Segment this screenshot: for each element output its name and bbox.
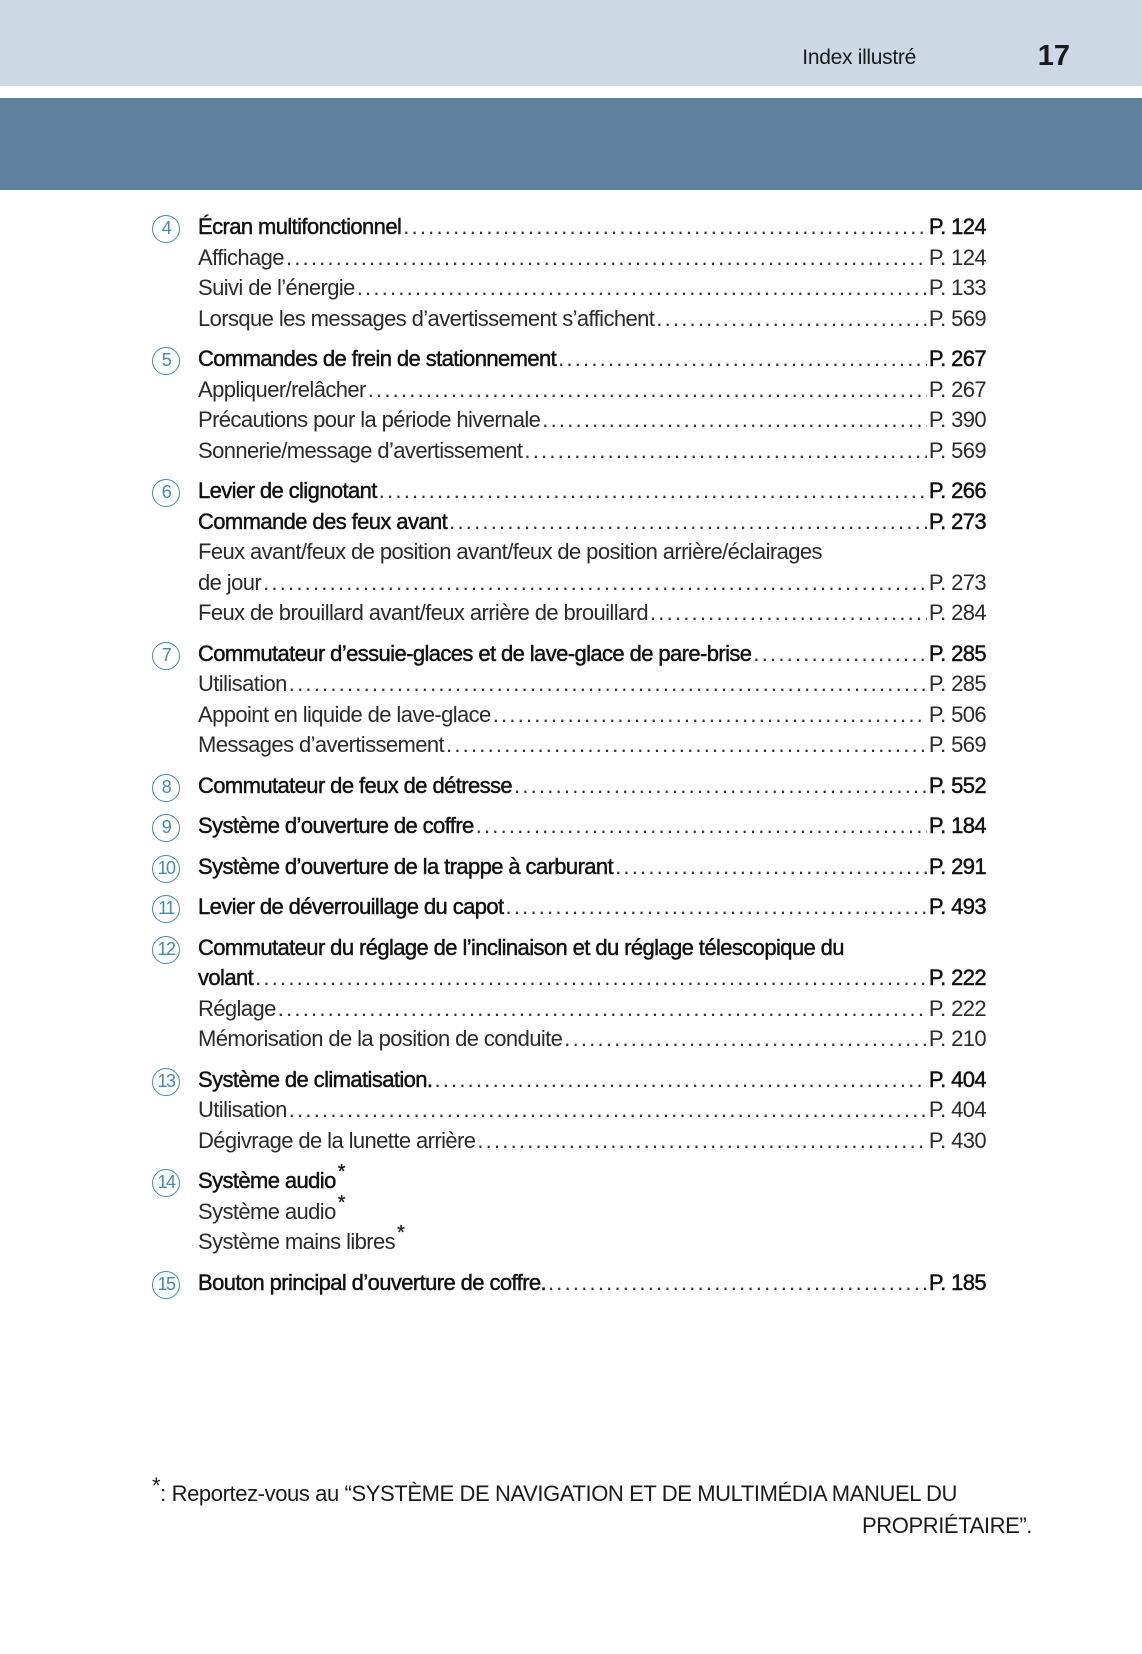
entry-label: Système audio: [198, 1168, 336, 1193]
entry-label: Système d’ouverture de coffre: [198, 813, 474, 838]
entry-subitem[interactable]: [152, 243, 986, 274]
entry-label: Commutateur du réglage de l’inclinaison et du réglage télescopique du: [198, 934, 844, 960]
entry-label: Système audio: [198, 1198, 336, 1224]
entry-label: Levier de clignotant: [198, 478, 377, 503]
page-number: 17: [1037, 40, 1070, 72]
entry-heading[interactable]: [152, 212, 986, 243]
entry-label: Système d’ouverture de la trappe à carburant: [198, 853, 614, 879]
entry-label: Commandes de frein de stationnement: [198, 346, 557, 371]
entry-label: Appoint en liquide de lave-glace: [198, 701, 491, 727]
entry-label: Bouton principal d’ouverture de coffre.: [198, 1269, 546, 1295]
dot-leader: [476, 811, 927, 842]
entry-label: Appliquer/relâcher: [198, 376, 366, 402]
entry-label: de jour: [198, 569, 262, 595]
entry-label: Précautions pour la période hivernale: [198, 407, 541, 432]
entry-subitem[interactable]: [152, 598, 986, 629]
index-entry: [152, 639, 986, 761]
entry-label: Sonnerie/message d’avertissement: [198, 437, 523, 463]
index-entry: [152, 933, 986, 1055]
circled-number-icon: 13: [152, 1068, 180, 1096]
entry-label: Utilisation: [198, 671, 287, 696]
entry-heading[interactable]: [152, 344, 986, 375]
circled-number-icon: 15: [152, 1271, 180, 1299]
index-entry: [152, 892, 986, 923]
entry-heading[interactable]: [152, 852, 986, 883]
dot-leader: [753, 639, 926, 670]
entry-heading[interactable]: [152, 1268, 986, 1299]
entry-heading[interactable]: [152, 476, 986, 507]
header-band-light: [0, 0, 1142, 86]
entry-label: Feux de brouillard avant/feux arrière de brouillard: [198, 600, 648, 625]
dot-leader: [615, 852, 927, 883]
entry-subitem[interactable]: [152, 700, 986, 731]
entry-label: Commutateur de feux de détresse: [198, 772, 513, 798]
page-reference-link[interactable]: P. 222: [928, 965, 986, 990]
footnote-line-1: *: Reportez-vous au “SYSTÈME DE NAVIGATION ET DE MULTIMÉDIA MANUEL DU: [152, 1473, 957, 1506]
circled-number-icon: 11: [152, 895, 180, 923]
page-reference-link[interactable]: P. 273: [928, 569, 986, 595]
page-reference-link[interactable]: P. 267: [928, 346, 986, 371]
entry-label: Feux avant/feux de position avant/feux de position arrière/éclairages: [198, 539, 822, 564]
page-reference-link[interactable]: P. 569: [928, 437, 986, 463]
entry-subitem[interactable]: [152, 669, 986, 700]
page-reference-link[interactable]: P. 404: [928, 1066, 986, 1092]
page-reference-link[interactable]: P. 404: [928, 1097, 986, 1122]
entry-label: Réglage: [198, 995, 276, 1021]
page-reference-link[interactable]: P. 285: [928, 640, 986, 666]
page-reference-link[interactable]: P. 552: [928, 772, 986, 798]
page-reference-link[interactable]: P. 222: [928, 995, 986, 1021]
circled-number-icon: 5: [152, 347, 180, 375]
entry-subitem: [152, 1222, 986, 1258]
dot-leader: [263, 568, 927, 599]
circled-number-icon: 6: [152, 479, 180, 507]
circled-number-icon: 12: [152, 936, 180, 964]
entry-subitem[interactable]: [152, 304, 986, 335]
entry-label: Suivi de l’énergie: [198, 275, 355, 300]
page-reference-link[interactable]: P. 133: [928, 275, 986, 300]
entry-subitem[interactable]: [152, 273, 986, 304]
dot-leader: [403, 212, 927, 243]
page-reference-link[interactable]: P. 273: [928, 508, 986, 534]
header-band-dark: [0, 98, 1142, 190]
entry-label: Dégivrage de la lunette arrière: [198, 1127, 476, 1153]
entry-subitem[interactable]: [152, 405, 986, 436]
index-entry: [152, 344, 986, 466]
entry-label: Mémorisation de la position de conduite: [198, 1026, 563, 1051]
dot-leader: [477, 1126, 926, 1157]
entry-label: Commande des feux avant: [198, 508, 448, 534]
dot-leader: [558, 344, 927, 375]
dot-leader: [368, 375, 927, 406]
entry-heading[interactable]: [152, 771, 986, 802]
dot-leader: [506, 892, 927, 923]
dot-leader: [514, 771, 927, 802]
entry-heading[interactable]: [152, 892, 986, 923]
dot-leader: [278, 994, 927, 1025]
circled-number-icon: 9: [152, 814, 180, 842]
entry-heading: [152, 933, 986, 964]
index-entry: [152, 771, 986, 802]
entry-subitem[interactable]: [152, 436, 986, 467]
entry-label: Commutateur d’essuie-glaces et de lave-glace de pare-brise: [198, 640, 752, 666]
circled-number-icon: 8: [152, 774, 180, 802]
entry-label: Lorsque les messages d’avertissement s’affichent: [198, 305, 655, 331]
page-reference-link[interactable]: P. 184: [928, 813, 986, 838]
page-reference-link[interactable]: P. 569: [928, 305, 986, 331]
entry-label: Utilisation: [198, 1097, 287, 1122]
entry-heading: [152, 1161, 986, 1197]
index-entry: [152, 476, 986, 629]
page-reference-link[interactable]: P. 285: [928, 671, 986, 696]
page-reference-link[interactable]: P. 390: [928, 407, 986, 432]
index-entry: [152, 811, 986, 842]
dot-leader: [524, 436, 926, 467]
dot-leader: [255, 963, 927, 994]
entry-subitem[interactable]: [152, 1024, 986, 1055]
entry-subitem[interactable]: [152, 568, 986, 599]
page-reference-link[interactable]: P. 430: [928, 1127, 986, 1153]
page-reference-link[interactable]: P. 506: [928, 701, 986, 727]
circled-number-icon: 4: [152, 215, 180, 243]
circled-number-icon: 10: [152, 855, 180, 883]
page-reference-link[interactable]: P. 493: [928, 894, 986, 919]
entry-heading[interactable]: [152, 639, 986, 670]
footnote-marker: *: [152, 1473, 161, 1498]
index-entry: [152, 852, 986, 883]
index-list: [152, 212, 986, 1308]
page-reference-link[interactable]: P. 267: [928, 376, 986, 402]
entry-label: Système de climatisation.: [198, 1066, 433, 1092]
circled-number-icon: 14: [152, 1169, 180, 1197]
entry-label: Affichage: [198, 244, 284, 270]
footnote: [152, 1473, 1032, 1542]
page-reference-link[interactable]: P. 266: [928, 478, 986, 503]
dot-leader: [449, 507, 927, 538]
page-reference-link[interactable]: P. 185: [928, 1269, 986, 1295]
dot-leader: [446, 730, 927, 761]
page-reference-link[interactable]: P. 210: [928, 1026, 986, 1051]
dot-leader: [434, 1065, 926, 1096]
entry-label: Messages d’avertissement: [198, 732, 445, 757]
page-reference-link[interactable]: P. 124: [928, 244, 986, 270]
dot-leader: [650, 598, 927, 629]
entry-subitem[interactable]: [152, 375, 986, 406]
circled-number-icon: 7: [152, 642, 180, 670]
dot-leader: [289, 1095, 927, 1126]
footnote-ref-marker: *: [397, 1222, 405, 1244]
entry-heading[interactable]: [152, 507, 986, 538]
dot-leader: [357, 273, 927, 304]
index-entry: [152, 1065, 986, 1157]
index-entry: [152, 1161, 986, 1258]
entry-subitem[interactable]: [152, 1126, 986, 1157]
index-entry: [152, 212, 986, 334]
entry-subitem[interactable]: [152, 730, 986, 761]
dot-leader: [656, 304, 927, 335]
entry-subitem[interactable]: [152, 994, 986, 1025]
dot-leader: [542, 405, 927, 436]
entry-label: volant: [198, 965, 254, 990]
dot-leader: [289, 669, 927, 700]
dot-leader: [379, 476, 927, 507]
entry-heading[interactable]: [152, 811, 986, 842]
page-reference-link[interactable]: P. 284: [928, 600, 986, 625]
dot-leader: [548, 1268, 927, 1299]
dot-leader: [493, 700, 927, 731]
footnote-ref-marker: *: [337, 1191, 345, 1214]
page-reference-link[interactable]: P. 124: [928, 214, 986, 239]
entry-heading[interactable]: [152, 1065, 986, 1096]
entry-label: Écran multifonctionnel: [198, 214, 402, 239]
dot-leader: [286, 243, 927, 274]
entry-subitem[interactable]: [152, 1095, 986, 1126]
index-entry: [152, 1268, 986, 1299]
footnote-ref-marker: *: [337, 1161, 345, 1183]
page-reference-link[interactable]: P. 291: [928, 853, 986, 879]
entry-label: Système mains libres: [198, 1229, 396, 1254]
entry-heading[interactable]: [152, 963, 986, 994]
section-title: Index illustré: [802, 46, 916, 69]
footnote-line-2: PROPRIÉTAIRE”.: [861, 1513, 1032, 1538]
page-reference-link[interactable]: P. 569: [928, 732, 986, 757]
entry-label: Levier de déverrouillage du capot: [198, 894, 504, 919]
dot-leader: [564, 1024, 927, 1055]
entry-subitem: [152, 1191, 986, 1228]
entry-subitem: [152, 537, 986, 568]
